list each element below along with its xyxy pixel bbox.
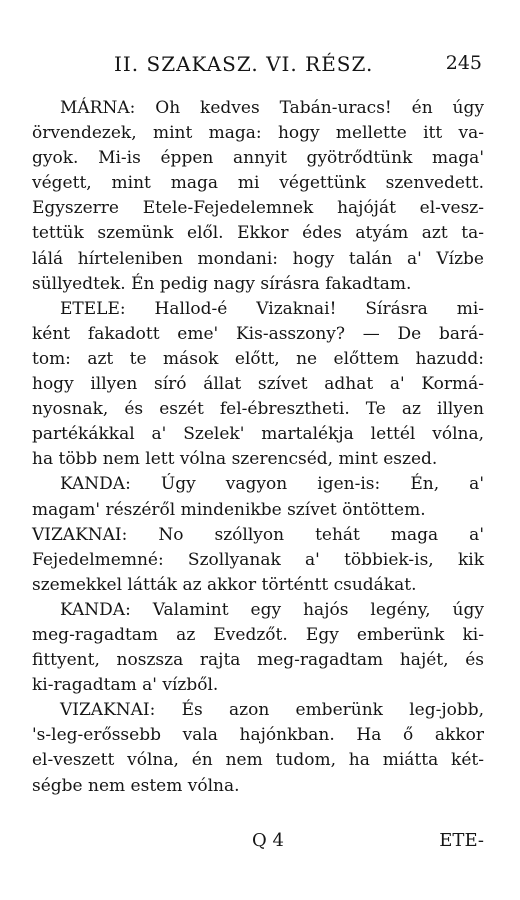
- text-line: el-veszett vólna, én nem tudom, ha miátta két-: [32, 750, 484, 771]
- text-line: Fejedelmemné: Szollyanak a' többiek-is, kik: [32, 549, 484, 570]
- text-line: VIZAKNAI: No szóllyon tehát maga a': [32, 524, 484, 545]
- section-title: II. SZAKASZ. VI. RÉSZ.: [114, 52, 374, 76]
- text-line: Egyszerre Etele-Fejedelemnek hajóját el-vesz-: [32, 198, 484, 219]
- text-line: ETELE: Hallod-é Vizaknai! Sírásra mi-: [60, 298, 484, 319]
- text-line: ségbe nem estem vólna.: [32, 775, 240, 796]
- text-line: meg-ragadtam az Evedzőt. Egy emberünk ki-: [32, 624, 484, 645]
- text-line: örvendezek, mint maga: hogy mellette itt va-: [32, 123, 484, 144]
- text-line: ki-ragadtam a' vízből.: [32, 675, 219, 696]
- text-line: KANDA: Valamint egy hajós legény, úgy: [60, 599, 484, 620]
- text-line: partékákkal a' Szelek' martalékja lettél vólna,: [32, 424, 484, 445]
- text-line: 's-leg-erőssebb vala hajónkban. Ha ő akkor: [32, 725, 484, 746]
- text-line: KANDA: Úgy vagyon igen-is: Én, a': [60, 474, 484, 495]
- text-line: végett, mint maga mi végettünk szenvedett.: [32, 173, 484, 194]
- page-footer: [32, 830, 484, 860]
- body-text: [32, 96, 484, 799]
- catchword: ETE-: [439, 830, 484, 851]
- text-line: gyok. Mi-is éppen annyit gyötrődtünk maga': [32, 148, 484, 169]
- text-line: nyosnak, és eszét fel-ébresztheti. Te az illyen: [32, 399, 484, 420]
- signature-mark: Q 4: [252, 830, 284, 851]
- text-line: VIZAKNAI: És azon emberünk leg-jobb,: [60, 700, 484, 721]
- text-line: fittyent, noszsza rajta meg-ragadtam hajét, és: [32, 650, 484, 671]
- text-line: ként fakadott eme' Kis-asszony? — De bará-: [32, 323, 484, 344]
- text-line: szemekkel látták az akkor történtt csudákat.: [32, 574, 417, 595]
- text-line: tettük szemünk elől. Ekkor édes atyám azt ta-: [32, 223, 484, 244]
- text-line: süllyedtek. Én pedig nagy sírásra fakadtam.: [32, 273, 412, 294]
- text-line: lálá hírteleniben mondani: hogy talán a' Vízbe: [32, 248, 484, 269]
- text-line: MÁRNA: Oh kedves Tabán-uracs! én úgy: [60, 98, 484, 118]
- running-head: [58, 52, 488, 82]
- text-line: magam' részéről mindenikbe szívet öntöttem.: [32, 499, 426, 520]
- page-number: 245: [445, 52, 482, 74]
- text-line: hogy illyen síró állat szívet adhat a' Kormá-: [32, 374, 484, 395]
- text-line: tom: azt te mások előtt, ne előttem hazudd:: [32, 348, 484, 369]
- text-line: ha több nem lett vólna szerencséd, mint eszed.: [32, 449, 438, 470]
